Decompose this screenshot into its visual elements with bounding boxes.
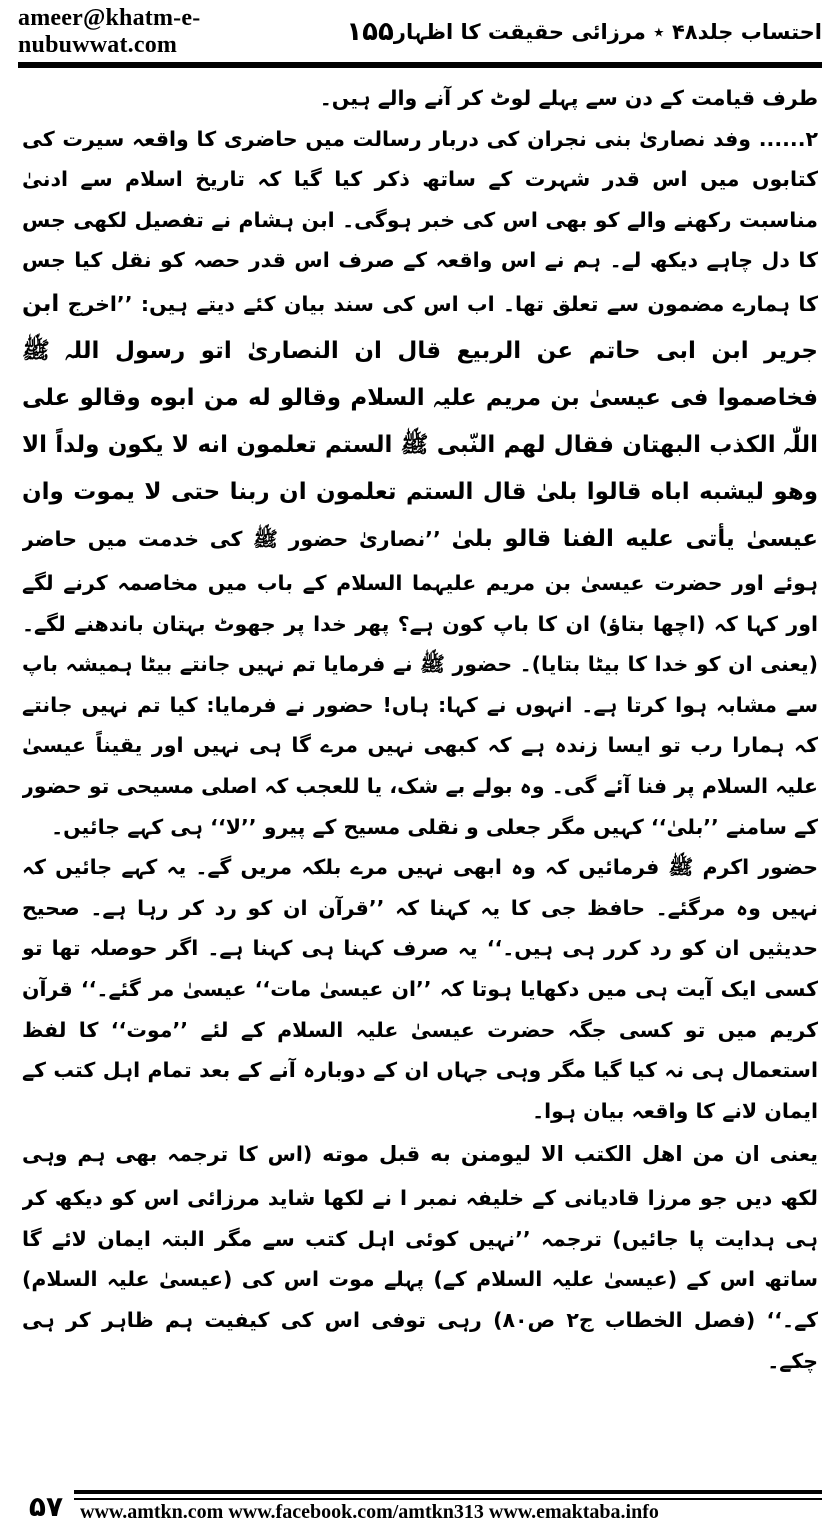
paragraph-4: حضور اکرم ﷺ فرمائیں کہ وہ ابھی نہیں مرے بلکہ مریں گے۔ یہ کہے جائیں کہ نہیں وہ مرگئے۔ حافظ جی کا یہ کہنا کہ ’’قرآن ان کو رد کر رہا ہے۔ صحیح حدیثیں ان کو رد کرر ہی ہیں۔‘‘ یہ صرف کہنا ہی کہنا ہے۔ اگر حوصلہ تھا تو کسی ایک آیت ہی میں دکھایا ہوتا کہ ’’ان عیسیٰ مات‘‘ عیسیٰ مر گئے۔‘‘ قرآن کریم میں تو کسی جگہ حضرت عیسیٰ علیہ السلام کے لئے ’’موت‘‘ کا لفظ استعمال ہی نہ کیا گیا مگر وہی جہاں ان کے دوبارہ آنے کے بعد تمام اہل کتب کے ایمان لانے کا واقعہ بیان ہوا۔ (22, 855, 818, 1123)
page-footer (18, 1484, 822, 1528)
paragraph-2-number: ۲...... (758, 126, 818, 151)
header-email[interactable]: ameer@khatm-e-nubuwwat.com (18, 5, 201, 58)
paragraph-3-text: ’’نصاریٰ حضور ﷺ کی خدمت میں حاضر ہوئے اور حضرت عیسیٰ بن مریم علیہما السلام کے باب میں مخاصمہ کرنے لگے اور کہا کہ (اچھا بتاؤ) ان کا باپ کون ہے؟ پھر خدا پر جھوٹ بہتان باندھنے لگے۔ (یعنی ان کو خدا کا بیٹا بتایا)۔ حضور ﷺ نے فرمایا تم نہیں جانتے بیٹا ہمیشہ باپ سے مشابہ ہوا کرتا ہے۔ انہوں نے کہا: ہاں! حضور نے فرمایا: کیا تم نہیں جانتے کہ ہمارا رب تو ایسا زندہ ہے کہ کبھی نہیں مرے گا ہی نہیں اور یقیناً عیسیٰ علیہ السلام پر فنا آئے گی۔ وہ بولے بے شک، یا للعجب کہ اصلی مسیحی تو حضور کے سامنے ’’بلیٰ‘‘ کہیں مگر جعلی و نقلی مسیح کے پیرو ’’لا‘‘ ہی کہے جائیں۔ (22, 526, 818, 839)
header-left (18, 5, 394, 59)
paragraph-2-text: وفد نصاریٰ بنی نجران کی دربار رسالت میں حاضری کا واقعہ سیرت کی کتابوں میں اس قدر شہرت کے ساتھ ذکر کیا گیا کہ تاریخ اسلام سے ادنیٰ مناسبت رکھنے والے کو بھی اس کی خبر ہوگی۔ ابن ہشام نے تفصیل لکھی جس کا دل چاہے دیکھ لے۔ ہم نے اس واقعہ کے صرف اس قدر حصہ کو نقل کیا جس کا ہمارے مضمون سے تعلق تھا۔ اب اس کی سند بیان کئے دیتے ہیں: ’’اخرج (22, 126, 818, 316)
paragraph-5 (22, 1131, 818, 1381)
footer-links[interactable]: www.amtkn.com www.facebook.com/amtkn313 www.emaktaba.info (80, 1501, 659, 1523)
header-page-number: ۱۵۵ (346, 17, 394, 47)
header-title: احتساب جلد۴۸ ٭ مرزائی حقیقت کا اظہار (393, 20, 822, 44)
paragraph-1: طرف قیامت کے دن سے پہلے لوٹ کر آنے والے ہیں۔ (319, 86, 818, 110)
page-header (18, 6, 822, 58)
header-rule (18, 62, 822, 68)
paragraph-5-text: (اس کا ترجمہ بھی ہم وہی لکھ دیں جو مرزا قادیانی کے خلیفہ نمبر ا نے لکھا شاید مرزائی اس کو دیکھ کر ہی ہدایت پا جائیں) ترجمہ ’’نہیں کوئی اہل کتب سے مگر البتہ ایمان لائے گا ساتھ اس کے (عیسیٰ علیہ السلام کے) پہلے موت اس کی (عیسیٰ علیہ السلام) کے۔‘‘ (فصل الخطاب ج۲ ص۸۰) رہی توفی اس کی کیفیت ہم ظاہر کر ہی چکے۔ (22, 1142, 818, 1373)
footer-links-area (74, 1484, 822, 1528)
paragraph-5-lead: یعنی (769, 1142, 818, 1167)
footer-rule-thin (74, 1498, 822, 1500)
paragraph-2 (22, 119, 818, 848)
footer-page-number: ۵۷ (28, 1489, 64, 1523)
arabic-quote: ابن جریر ابن ابی حاتم عن الربیع قال ان النصاریٰ اتو رسول اللہ ﷺ فخاصموا فی عیسیٰ بن مریم علیہ السلام وقالو له من ابوه وقالو علی اللّٰہ الکذب البهتان فقال لهم النّبی ﷺ الستم تعلمون انه لا یکون ولداً الا وهو لیشبه اباه قالوا بلیٰ قال الستم تعلمون ان ربنا حتی لا یموت وان عیسیٰ یأتی علیه الفنا قالو بلیٰ (22, 290, 818, 552)
quranic-verse: ان من اهل الکتب الا لیومنن به قبل موته (322, 1142, 760, 1167)
footer-rule-thick (74, 1490, 822, 1494)
page-body (22, 78, 818, 1468)
